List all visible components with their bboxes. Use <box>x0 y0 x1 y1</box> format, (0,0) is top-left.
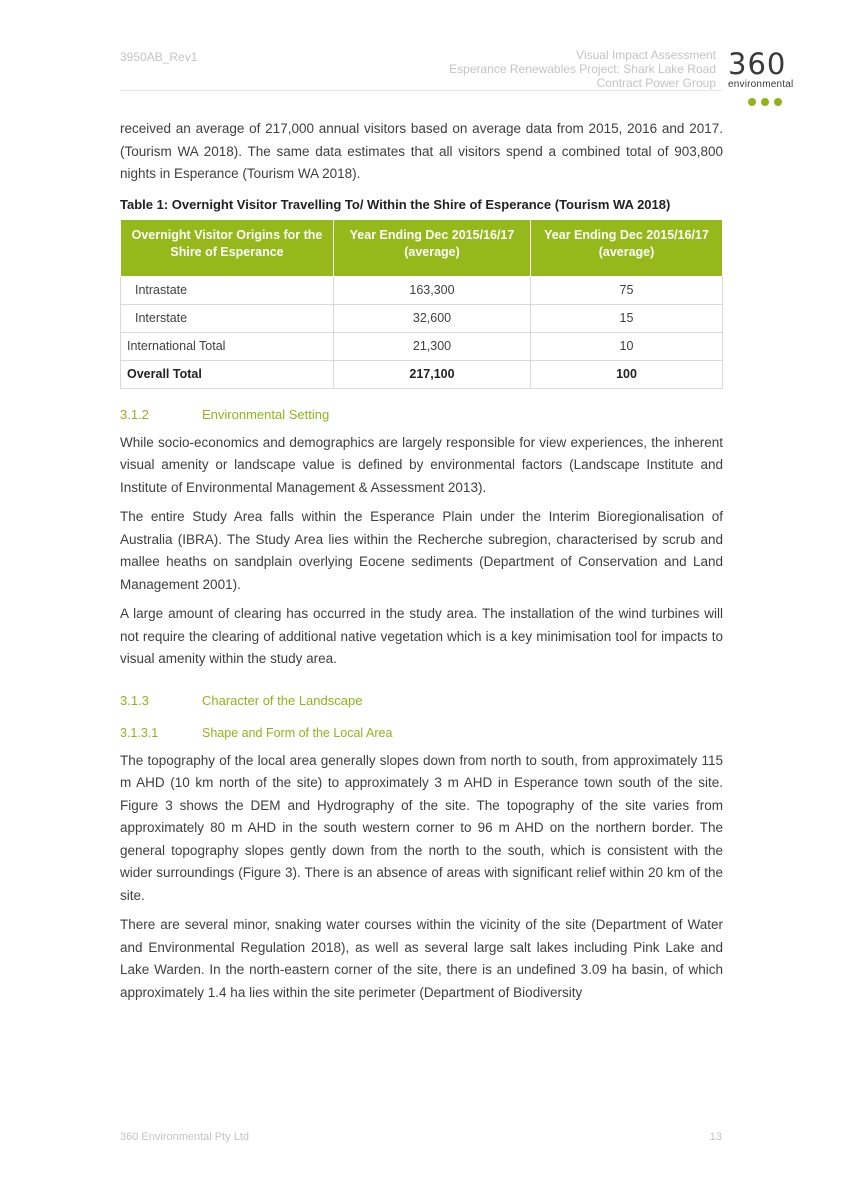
water-paragraph: There are several minor, snaking water courses within the vicinity of the site (Department of Water and Environmental Regulation 2018), as well as several large salt lakes including Pink Lake and Lake Warden. In the north-eastern corner of the site, there is an undefined 3.09 ha basin, of which approximately 1.4 ha lies within the site perimeter (Department of Biodiversity <box>120 917 723 1000</box>
logo-wordmark: environmental <box>728 79 794 90</box>
header-divider <box>120 90 722 91</box>
footer-company: 360 Environmental Pty Ltd <box>120 1131 250 1143</box>
environment-paragraph-2: The entire Study Area falls within the Esperance Plain under the Interim Bioregionalisation of Australia (IBRA). The Study Area lies within the Recherche subregion, characterised by scrub and mallee heaths on sandplain overlying Eocene sediments (Department of Conservation and Land Management 2001). <box>120 509 723 592</box>
topography-paragraph: The topography of the local area generally slopes down from north to south, from approximately 115 m AHD (10 km north of the site) to approximately 3 m AHD in Esperance town south of the site. Figure 3 shows the DEM and Hydrography of the site. The topography of the site varies from approximately 80 m AHD in the south western corner to 96 m AHD on the northern border. The general topography slopes gently down from the north to the south, which is consistent with the wider surroundings (Figure 3). There is an absence of areas with significant relief within 20 km of the site. <box>120 752 723 903</box>
table-cell-origin: Overall Total <box>121 360 334 388</box>
header-line-1: Visual Impact Assessment <box>576 48 716 62</box>
page-number: 13 <box>709 1131 722 1143</box>
company-logo <box>728 47 808 100</box>
table-header-visitors: Year Ending Dec 2015/16/17 (average) <box>334 219 531 276</box>
table-cell-percent: 75 <box>531 276 723 304</box>
table-cell-visitors: 163,300 <box>334 276 531 304</box>
table-caption: Table 1: Overnight Visitor Travelling To/ Within the Shire of Esperance (Tourism WA 2018) <box>120 196 671 212</box>
table-total-row <box>121 360 723 388</box>
table-header-percent: Year Ending Dec 2015/16/17 (average) <box>531 219 723 276</box>
table-row <box>121 332 723 360</box>
table-cell-percent: 15 <box>531 304 723 332</box>
table-cell-origin: Intrastate <box>121 276 334 304</box>
section-title: Shape and Form of the Local Area <box>202 725 393 740</box>
document-id: 3950AB_Rev1 <box>120 50 198 64</box>
section-heading-3-1-3-1 <box>120 723 723 743</box>
section-title: Environmental Setting <box>202 406 330 422</box>
section-title: Character of the Landscape <box>202 692 363 708</box>
table-header-row <box>121 219 723 276</box>
header-line-3: Contract Power Group <box>596 76 716 90</box>
intro-paragraph: received an average of 217,000 annual visitors based on average data from 2015, 2016 and 2017. (Tourism WA 2018). The same data estimates that all visitors spend a combined total of 903,800 nights in Esperance (Tourism WA 2018). <box>120 121 723 181</box>
section-heading-3-1-2 <box>120 405 723 425</box>
environment-paragraph-3: A large amount of clearing has occurred in the study area. The installation of the wind turbines will not require the clearing of additional native vegetation which is a key minimisation tool for impacts to visual amenity within the study area. <box>120 606 723 666</box>
header-title-block <box>449 48 716 90</box>
environment-paragraph-1: While socio-economics and demographics are largely responsible for view experiences, the inherent visual amenity or landscape value is defined by environmental factors (Landscape Institute and Institute of Environmental Management & Assessment 2013). <box>120 434 723 495</box>
logo-number: 360 <box>728 47 787 81</box>
table-header-origin: Overnight Visitor Origins for the Shire of Esperance <box>121 219 334 276</box>
logo-dots <box>728 93 808 111</box>
page-content <box>120 118 723 1004</box>
section-number: 3.1.3.1 <box>120 725 159 740</box>
section-heading-3-1-3 <box>120 691 723 711</box>
section-number: 3.1.3 <box>120 692 149 708</box>
table-row <box>121 276 723 304</box>
page-header <box>0 0 844 100</box>
table-cell-percent: 100 <box>531 360 723 388</box>
table-cell-percent: 10 <box>531 332 723 360</box>
header-line-2: Esperance Renewables Project: Shark Lake Road <box>449 62 716 76</box>
table-cell-visitors: 32,600 <box>334 304 531 332</box>
section-number: 3.1.2 <box>120 406 149 422</box>
table-cell-visitors: 21,300 <box>334 332 531 360</box>
table-cell-origin: International Total <box>121 332 334 360</box>
table-row <box>121 304 723 332</box>
visitor-table <box>120 219 723 389</box>
table-cell-visitors: 217,100 <box>334 360 531 388</box>
table-cell-origin: Interstate <box>121 304 334 332</box>
